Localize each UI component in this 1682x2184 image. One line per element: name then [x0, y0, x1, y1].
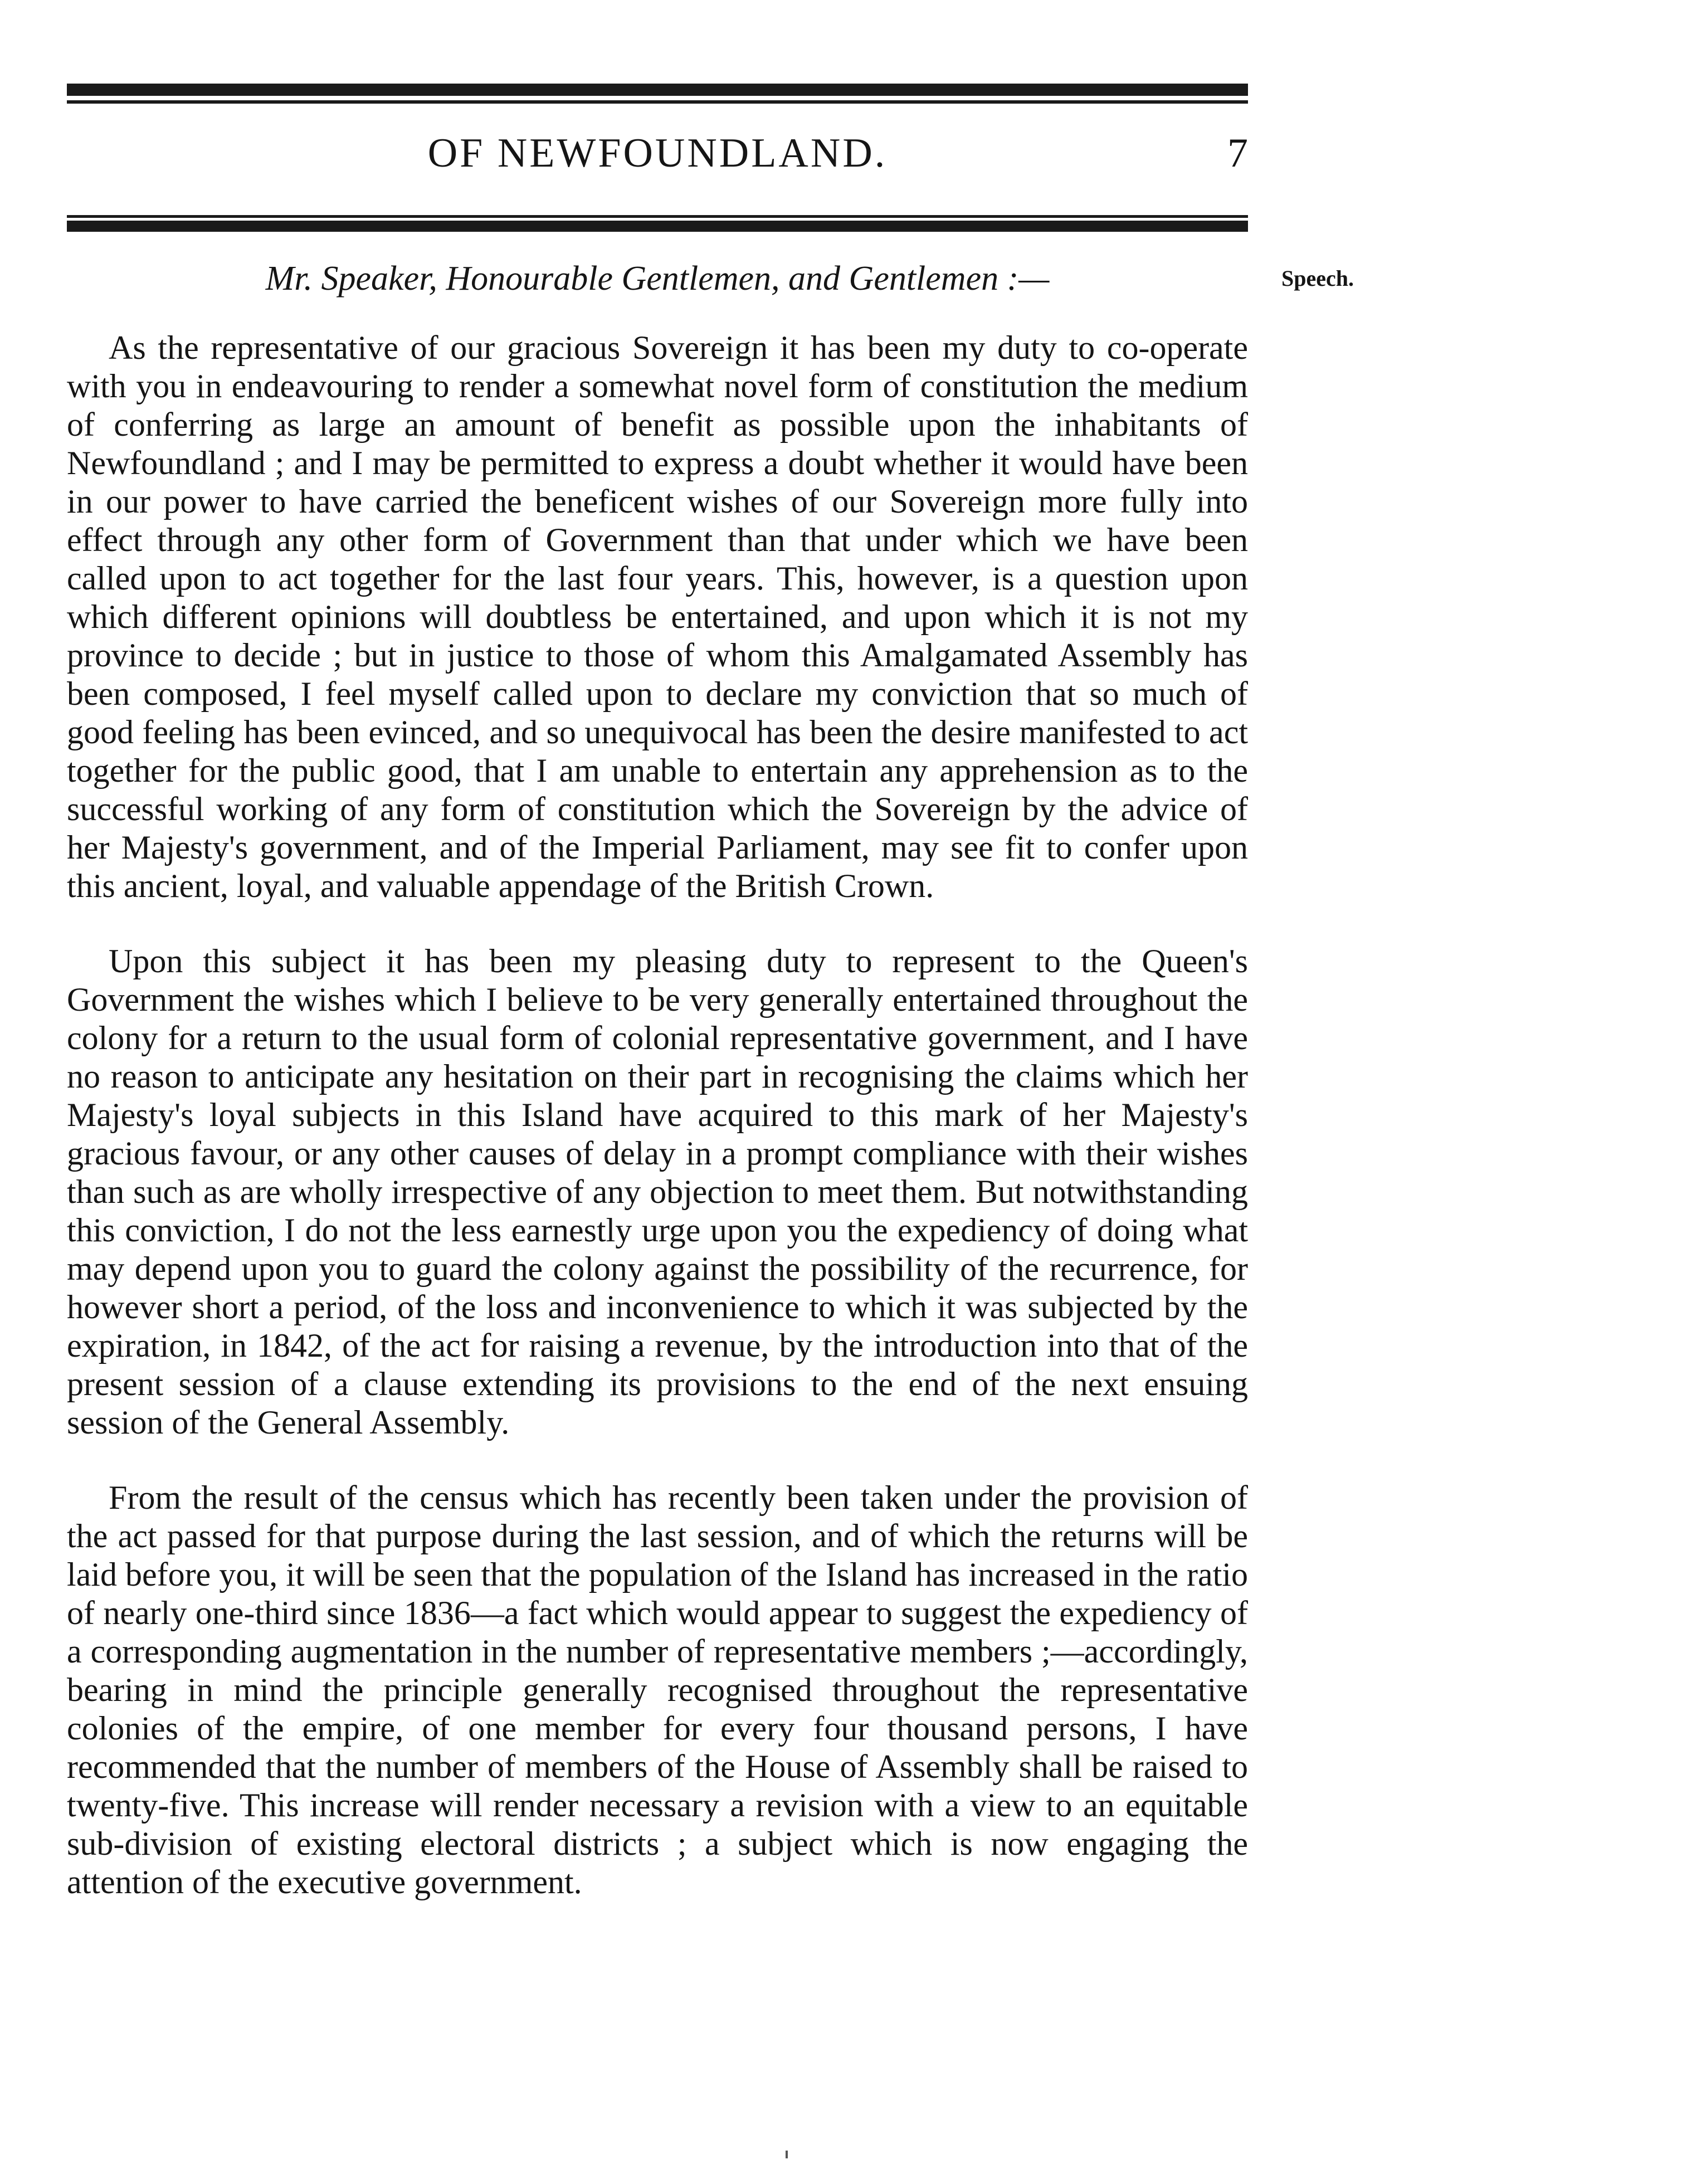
- paragraph: Upon this subject it has been my pleasing duty to represent to the Queen's Government the wishes which I believe to be very generally entertained throughout the colony for a return to the usual form of colonial representative government, and I have no reason to anticipate any hesitation on their part in recognising the claims which her Majesty's loyal subjects in this Island have acquired to this mark of her Majesty's gracious favour, or any other causes of delay in a prompt compliance with their wishes than such as are wholly irrespective of any objection to meet them. But notwithstanding this conviction, I do not the less earnestly urge upon you the expediency of doing what may depend upon you to guard the colony against the possibility of the recurrence, for however short a period, of the loss and inconvenience to which it was subjected by the expiration, in 1842, of the act for raising a revenue, by the introduction into that of the present session of a clause extending its provisions to the end of the next ensuing session of the General Assembly.: [67, 943, 1248, 1441]
- head-rule-thick: [67, 221, 1248, 232]
- paragraph: From the result of the census which has recently been taken under the provision of the act passed for that purpose during the last session, and of which the returns will be laid before you, it will be seen that the population of the Island has increased in the ratio of nearly one-third since 1836—a fact which would appear to suggest the expediency of a corresponding augmentation in the number of representative members ;—accordingly, bearing in mind the principle generally recognised throughout the representative colonies of the empire, of one member for every four thousand persons, I have recommended that the number of members of the House of Assembly shall be raised to twenty-five. This increase will render necessary a revision with a view to an equitable sub-division of existing electoral districts ; a subject which is now engaging the attention of the executive government.: [67, 1479, 1248, 1900]
- salutation: Mr. Speaker, Honourable Gentlemen, and Gentlemen :—: [265, 260, 1050, 298]
- running-head: [67, 123, 1248, 184]
- stray-ink-mark: [786, 2151, 788, 2158]
- running-title: OF NEWFOUNDLAND.: [427, 130, 888, 176]
- page-number: 7: [1227, 130, 1248, 176]
- top-rule-thin: [67, 100, 1248, 104]
- paragraph: As the representative of our gracious Sovereign it has been my duty to co-operate with you in endeavouring to render a somewhat novel form of constitution the medium of conferring as large an amount of benefit as possible upon the inhabitants of Newfoundland ; and I may be permitted to express a doubt whether it would have been in our power to have carried the beneficent wishes of our Sovereign more fully into effect through any other form of Government than that under which we have been called upon to act together for the last four years. This, however, is a question upon which different opinions will doubtless be entertained, and upon which it is not my province to decide ; but in justice to those of whom this Amalgamated Assembly has been composed, I feel myself called upon to declare my conviction that so much of good feeling has been evinced, and so unequivocal has been the desire manifested to act together for the public good, that I am unable to entertain any apprehension as to the successful working of any form of constitution which the Sovereign by the advice of her Majesty's government, and of the Imperial Parliament, may see fit to confer upon this ancient, loyal, and valuable appendage of the British Crown.: [67, 329, 1248, 904]
- head-rule-thin: [67, 215, 1248, 218]
- margin-note: Speech.: [1281, 266, 1354, 291]
- body-text: [67, 329, 1248, 1938]
- top-rule-thick: [67, 84, 1248, 96]
